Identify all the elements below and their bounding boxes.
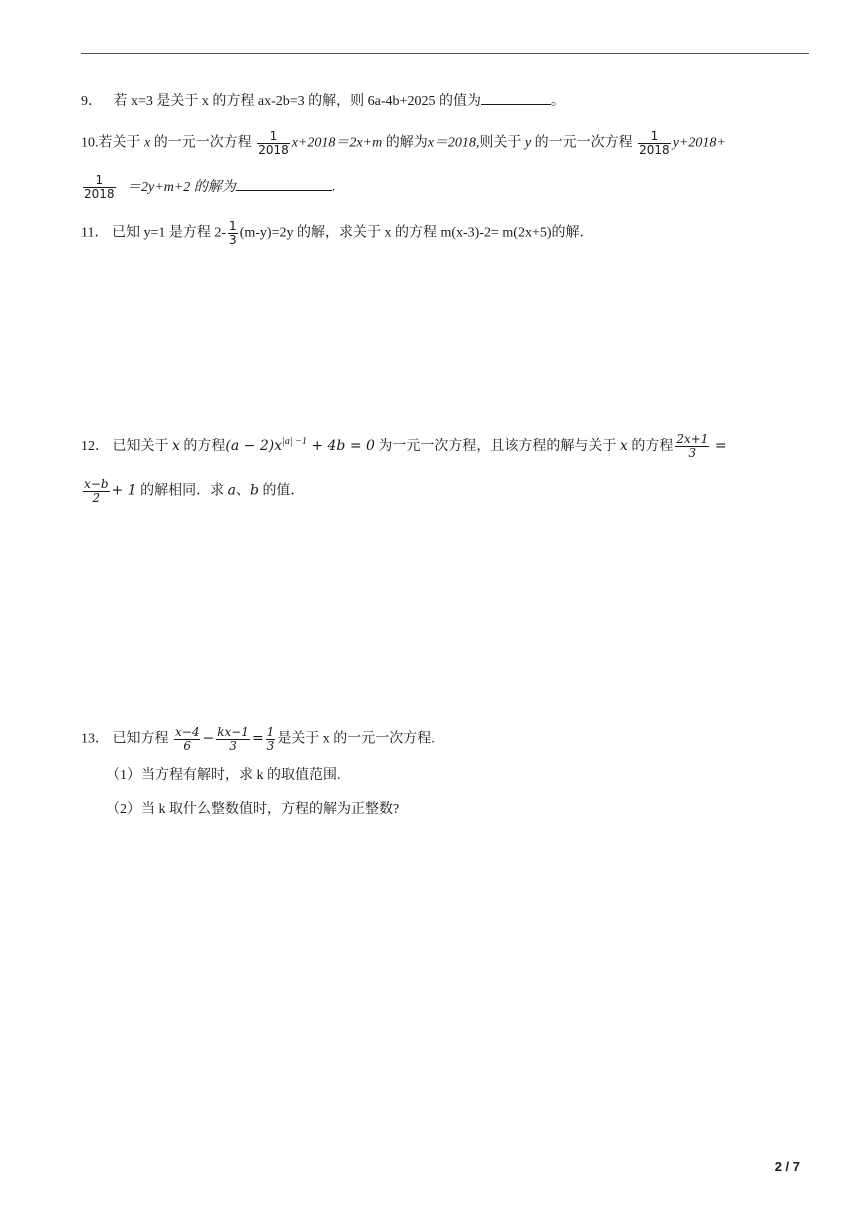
q11-text-2: (m-y)=2y 的解，求关于 x 的方程 m(x-3)-2= m(2x+5)的解．: [239, 225, 594, 241]
q12-exponent: |a| −1: [282, 436, 307, 447]
q13-number: 13．: [81, 731, 109, 747]
q9-end: 。: [550, 94, 565, 109]
q10-text-1: 若关于: [98, 135, 141, 151]
q12-var-x: x: [172, 438, 180, 454]
question-11: [81, 220, 594, 247]
q10-text-5: 的一元一次方程: [534, 135, 633, 151]
q12-plus-one: + 1: [111, 482, 137, 499]
q9-answer-blank[interactable]: [481, 90, 551, 105]
q10-number: 10.: [81, 135, 99, 151]
q11-number: 11．: [81, 225, 109, 241]
q12-text-2: 的方程: [183, 439, 226, 454]
q13-sub-question-2: （2）当 k 取什么整数值时，方程的解为正整数?: [106, 802, 400, 817]
q10-text-3: 的解为: [385, 135, 428, 151]
q11-text-1: 已知 y=1 是方程 2-: [111, 225, 227, 241]
q10-end: .: [331, 179, 336, 195]
q13-text-1: 已知方程: [112, 731, 169, 747]
question-10-line-2: [81, 174, 335, 201]
question-12-line-2: [81, 478, 304, 505]
q10-text-4: 则关于: [479, 135, 522, 151]
q10-answer-blank[interactable]: [236, 176, 332, 191]
q12-text-1: 已知关于: [112, 439, 169, 454]
q12-var-a: a: [227, 482, 236, 499]
q12-equals: =: [714, 438, 727, 454]
page-number: 2 / 7: [774, 1159, 800, 1174]
question-10: [81, 130, 726, 157]
q12-text-4: 的方程: [631, 439, 674, 454]
q10-equation-2b: ＝2y+m+2 的解为: [127, 179, 236, 195]
q11-fraction: $\frac{1}{3}$: [229, 219, 237, 247]
q10-equation-2a: y+2018+: [672, 135, 726, 151]
q13-fraction-2: $\frac{kx-1}{3}$: [217, 725, 249, 753]
q12-fraction-2: $\frac{x-b}{2}$: [84, 477, 109, 505]
q10-fraction-2: $\frac{1}{2018}$: [639, 129, 670, 157]
q13-fraction-3: $\frac{1}{3}$: [266, 725, 275, 753]
q12-eq-part-a: (a − 2)x: [225, 438, 283, 454]
q9-text: 若 x=3 是关于 x 的方程 ax-2b=3 的解，则 6a-4b+2025 的值为: [113, 94, 481, 109]
q13-minus: −: [202, 730, 215, 747]
q12-eq-part-b: + 4b = 0: [306, 438, 375, 454]
q9-number: 9．: [81, 94, 102, 109]
q12-separator: 、: [235, 483, 250, 499]
q12-text-6: 的值．: [262, 483, 305, 499]
q12-text-5: 的解相同．求: [140, 483, 225, 499]
q10-equation-1: x+2018＝2x+m: [291, 135, 383, 151]
q10-text-2: 的一元一次方程: [153, 135, 252, 151]
q12-var-x-2: x: [619, 438, 628, 454]
question-13: [81, 726, 435, 753]
q10-var-y: y: [524, 135, 532, 151]
q12-text-3: 为一元一次方程，且该方程的解与关于: [378, 439, 617, 454]
q13-equals: =: [251, 730, 264, 747]
q12-var-b: b: [249, 482, 259, 499]
q13-sub-question-1: （1）当方程有解时，求 k 的取值范围.: [106, 768, 341, 783]
q13-text-2: 是关于 x 的一元一次方程.: [277, 731, 435, 747]
question-12: [81, 432, 727, 460]
q10-fraction-3: $\frac{1}{2018}$: [84, 173, 115, 201]
q10-var-x: x: [144, 135, 151, 151]
q12-fraction-1: $\frac{2x+1}{3}$: [676, 432, 709, 461]
question-9: [81, 90, 565, 112]
q10-solution: x＝2018,: [427, 135, 480, 151]
header-rule: [81, 53, 809, 54]
q12-number: 12．: [81, 439, 109, 454]
q13-fraction-1: $\frac{x-4}{6}$: [175, 725, 200, 753]
q10-fraction-1: $\frac{1}{2018}$: [258, 129, 289, 157]
